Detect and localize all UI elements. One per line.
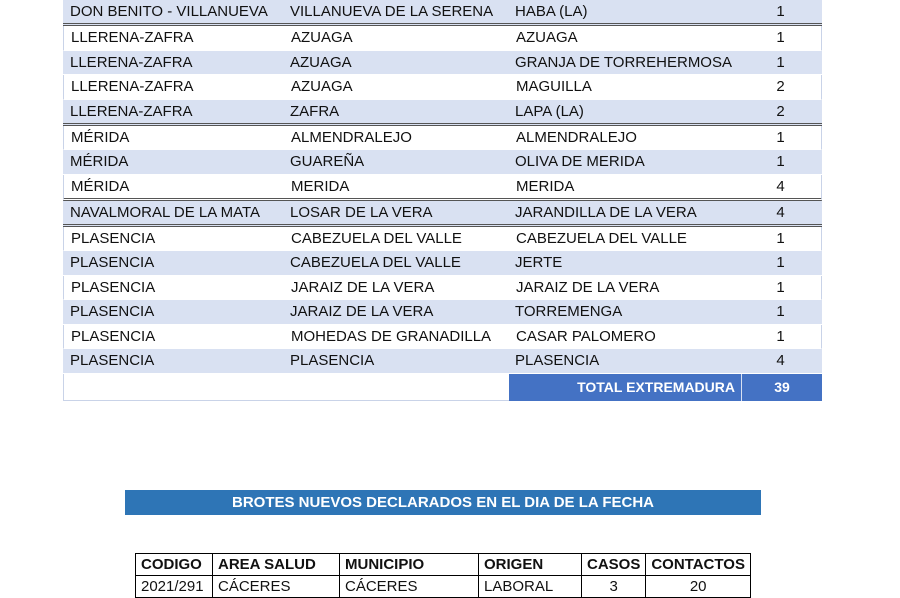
header-codigo: CODIGO (136, 554, 213, 576)
header-row (136, 554, 751, 576)
total-label: TOTAL EXTREMADURA (509, 374, 742, 401)
cell-casos: 4 (776, 177, 785, 195)
cell-municipio: CÁCERES (340, 576, 479, 598)
cell-localidad: TORREMENGA (515, 303, 623, 321)
cell-localidad: GRANJA DE TORREHERMOSA (515, 53, 732, 71)
cell-area: PLASENCIA (70, 303, 155, 321)
cell-municipio: ZAFRA (290, 102, 340, 120)
cell-area-salud: CÁCERES (213, 576, 340, 598)
cell-casos: 1 (776, 278, 785, 296)
cell-codigo: 2021/291 (136, 576, 213, 598)
cases-table (63, 0, 822, 401)
cell-contactos: 20 (646, 576, 751, 598)
cell-casos: 1 (776, 254, 785, 272)
table-row (63, 126, 822, 151)
cell-municipio: JARAIZ DE LA VERA (291, 278, 435, 296)
table-row (63, 349, 822, 374)
cell-localidad: MAGUILLA (516, 78, 592, 96)
table-row (136, 576, 751, 598)
section-banner: BROTES NUEVOS DECLARADOS EN EL DIA DE LA FECHA (125, 490, 761, 515)
cell-municipio: AZUAGA (291, 29, 353, 47)
cell-casos: 4 (776, 352, 785, 370)
cell-casos: 2 (776, 102, 785, 120)
cell-municipio: ALMENDRALEJO (291, 128, 412, 146)
cell-casos: 1 (776, 3, 785, 20)
cell-localidad: JARANDILLA DE LA VERA (515, 203, 697, 221)
cell-municipio: CABEZUELA DEL VALLE (291, 229, 462, 247)
cell-municipio: AZUAGA (291, 78, 353, 96)
cell-area: PLASENCIA (70, 254, 155, 272)
cell-area: DON BENITO - VILLANUEVA (70, 3, 268, 20)
cell-casos: 1 (776, 327, 785, 345)
cell-area: PLASENCIA (71, 229, 156, 247)
cell-casos: 1 (776, 29, 785, 47)
table-row (63, 75, 822, 100)
total-value: 39 (742, 374, 822, 401)
cell-localidad: CASAR PALOMERO (516, 327, 656, 345)
cell-municipio: CABEZUELA DEL VALLE (290, 254, 461, 272)
cell-area: PLASENCIA (70, 352, 155, 370)
cell-casos: 1 (776, 229, 785, 247)
cell-municipio: JARAIZ DE LA VERA (290, 303, 434, 321)
cell-municipio: LOSAR DE LA VERA (290, 203, 433, 221)
table-row (63, 300, 822, 325)
cell-municipio: PLASENCIA (290, 352, 375, 370)
cell-localidad: CABEZUELA DEL VALLE (516, 229, 687, 247)
cell-localidad: ALMENDRALEJO (516, 128, 637, 146)
cell-municipio: AZUAGA (290, 53, 352, 71)
cell-area: MÉRIDA (71, 177, 130, 195)
cell-localidad: PLASENCIA (515, 352, 600, 370)
header-municipio: MUNICIPIO (340, 554, 479, 576)
cell-casos: 4 (776, 203, 785, 221)
header-contactos: CONTACTOS (646, 554, 751, 576)
brotes-table (135, 553, 751, 598)
table-row (63, 201, 822, 227)
total-blank-cell (63, 374, 509, 401)
table-row (63, 175, 822, 201)
cell-area: LLERENA-ZAFRA (71, 78, 194, 96)
cell-municipio: MOHEDAS DE GRANADILLA (291, 327, 492, 345)
table-row (63, 100, 822, 126)
cell-localidad: LAPA (LA) (515, 102, 584, 120)
table-row (63, 26, 822, 51)
cell-area: LLERENA-ZAFRA (71, 29, 194, 47)
cell-localidad: MERIDA (516, 177, 575, 195)
cell-casos: 2 (776, 78, 785, 96)
cell-casos: 1 (776, 303, 785, 321)
cell-localidad: JERTE (515, 254, 563, 272)
cell-municipio: VILLANUEVA DE LA SERENA (290, 3, 494, 20)
cell-area: LLERENA-ZAFRA (70, 102, 193, 120)
cell-area: MÉRIDA (70, 153, 129, 171)
cell-casos: 1 (776, 153, 785, 171)
table-row (63, 325, 822, 350)
cell-localidad: JARAIZ DE LA VERA (516, 278, 660, 296)
table-row (63, 150, 822, 175)
cell-area: PLASENCIA (71, 327, 156, 345)
table-row (63, 227, 822, 252)
cell-localidad: HABA (LA) (515, 3, 588, 20)
header-casos: CASOS (582, 554, 646, 576)
header-area-salud: AREA SALUD (213, 554, 340, 576)
table-row (63, 51, 822, 76)
table-row (63, 0, 822, 26)
cell-area: MÉRIDA (71, 128, 130, 146)
cell-casos: 3 (582, 576, 646, 598)
header-origen: ORIGEN (479, 554, 582, 576)
cell-localidad: AZUAGA (516, 29, 578, 47)
cell-origen: LABORAL (479, 576, 582, 598)
total-row (63, 374, 822, 401)
cell-municipio: GUAREÑA (290, 153, 365, 171)
cell-municipio: MERIDA (291, 177, 350, 195)
cell-area: NAVALMORAL DE LA MATA (70, 203, 261, 221)
cell-area: LLERENA-ZAFRA (70, 53, 193, 71)
cell-casos: 1 (776, 53, 785, 71)
cell-area: PLASENCIA (71, 278, 156, 296)
cell-casos: 1 (776, 128, 785, 146)
table-row (63, 276, 822, 301)
table-row (63, 251, 822, 276)
cell-localidad: OLIVA DE MERIDA (515, 153, 645, 171)
